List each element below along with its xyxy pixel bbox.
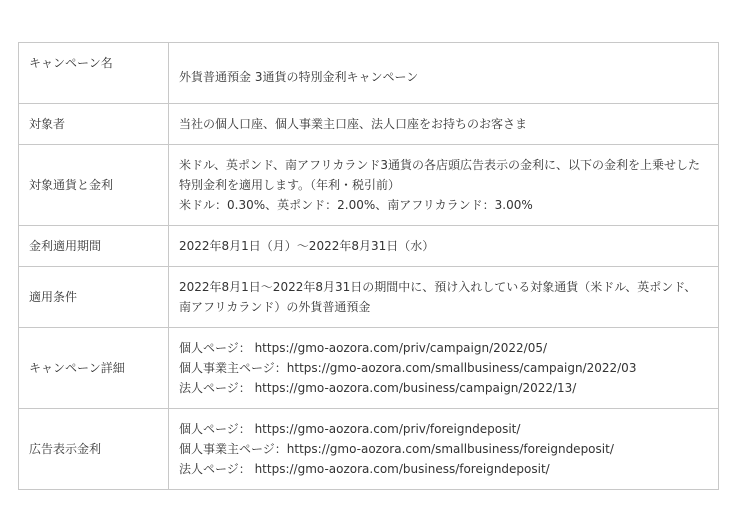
campaign-info-table <box>18 42 719 490</box>
rate-link-sole-proprietor: 個人事業主ページ：https://gmo-aozora.com/smallbusiness/foreigndeposit/ <box>179 442 614 456</box>
advertised-rate-label <box>19 409 169 490</box>
target-customers-label <box>19 104 169 145</box>
rate-period-label <box>19 226 169 267</box>
campaign-details-value <box>169 328 719 409</box>
currency-rate-label <box>19 145 169 226</box>
row-value-text: 米ドル、英ポンド、南アフリカランド3通貨の各店頭広告表示の金利に、以下の金利を上乗せした特別金利を適用します。（年利・税引前） <box>179 158 700 192</box>
row-label-text: 金利適用期間 <box>29 239 102 253</box>
conditions-value <box>169 267 719 328</box>
campaign-name-label <box>19 43 169 104</box>
table-row-rate-period <box>19 226 719 267</box>
campaign-details-label <box>19 328 169 409</box>
table-row-target-customers <box>19 104 719 145</box>
row-value-text: 2022年8月1日（月）～2022年8月31日（水） <box>179 239 435 253</box>
row-value-text: 米ドル：0.30%、英ポンド：2.00%、南アフリカランド：3.00% <box>179 198 533 212</box>
campaign-link-corporate: 法人ページ： https://gmo-aozora.com/business/campaign/2022/13/ <box>179 381 577 395</box>
table-row-campaign-name <box>19 43 719 104</box>
campaign-link-sole-proprietor: 個人事業主ページ：https://gmo-aozora.com/smallbusiness/campaign/2022/03 <box>179 361 637 375</box>
target-customers-value <box>169 104 719 145</box>
advertised-rate-value <box>169 409 719 490</box>
row-label-text: キャンペーン詳細 <box>29 361 125 375</box>
table-row-currency-rate <box>19 145 719 226</box>
row-value-text: 外貨普通預金 3通貨の特別金利キャンペーン <box>179 70 419 84</box>
table-row-advertised-rate <box>19 409 719 490</box>
campaign-link-personal: 個人ページ： https://gmo-aozora.com/priv/campaign/2022/05/ <box>179 341 548 355</box>
campaign-name-value <box>169 43 719 104</box>
rate-period-value <box>169 226 719 267</box>
table-row-conditions <box>19 267 719 328</box>
row-value-text: 当社の個人口座、個人事業主口座、法人口座をお持ちのお客さま <box>179 117 528 131</box>
conditions-label <box>19 267 169 328</box>
row-label-text: 適用条件 <box>29 290 78 304</box>
row-label-text: 対象者 <box>29 117 66 131</box>
table-row-campaign-details <box>19 328 719 409</box>
currency-rate-value <box>169 145 719 226</box>
row-label-text: 対象通貨と金利 <box>29 178 114 192</box>
row-value-text: 2022年8月1日～2022年8月31日の期間中に、預け入れしている対象通貨（米ドル、英ポンド、南アフリカランド）の外貨普通預金 <box>179 280 697 314</box>
rate-link-corporate: 法人ページ： https://gmo-aozora.com/business/foreigndeposit/ <box>179 462 550 476</box>
rate-link-personal: 個人ページ： https://gmo-aozora.com/priv/foreigndeposit/ <box>179 422 521 436</box>
row-label-text: キャンペーン名 <box>29 56 113 70</box>
row-label-text: 広告表示金利 <box>29 442 102 456</box>
